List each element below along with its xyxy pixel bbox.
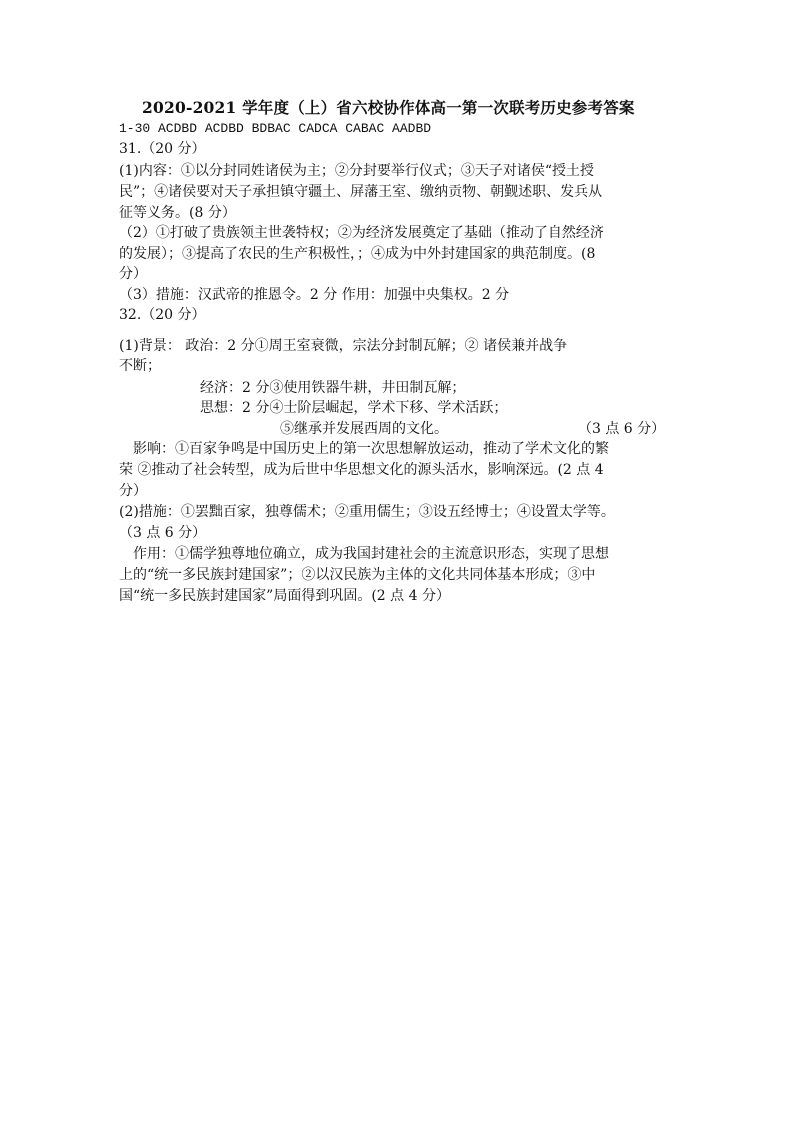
q32-part2-line2: （3 点 6 分） <box>119 525 207 541</box>
document-title: 2020-2021 学年度（上）省六校协作体高一第一次联考历史参考答案 <box>142 98 635 117</box>
q32-background-line2: 不断； <box>119 358 161 374</box>
q31-part1-line1: (1)内容：①以分封同姓诸侯为主；②分封要举行仪式；③天子对诸侯“授土授 <box>119 163 594 179</box>
q32-background-line1: (1)背景： 政治：2 分①周王室衰微，宗法分封制瓦解；② 诸侯兼并战争 <box>119 338 568 354</box>
q32-background-economy: 经济：2 分③使用铁器牛耕，井田制瓦解； <box>200 380 466 396</box>
q32-background-score: （3 点 6 分） <box>578 421 666 437</box>
q31-part2-line1: （2）①打破了贵族领主世袭特权；②为经济发展奠定了基础（推动了自然经济 <box>119 225 604 241</box>
q31-part1-line3: 征等义务。(8 分） <box>119 205 236 221</box>
q31-part1-line2: 民”；④诸侯要对天子承担镇守疆土、屏藩王室、缴纳贡物、朝觐述职、发兵从 <box>119 184 603 200</box>
q32-influence-line3: 分） <box>119 483 147 499</box>
q32-part2-line1: (2)措施：①罢黜百家，独尊儒术；②重用儒生；③设五经博士；④设置太学等。 <box>119 504 615 520</box>
q32-background-culture: ⑤继承并发展西周的文化。 <box>280 421 448 437</box>
q32-effect-line2: 上的“统一多民族封建国家”；②以汉民族为主体的文化共同体基本形成；③中 <box>119 567 596 583</box>
q31-part2-line2: 的发展）；③提高了农民的生产积极性，；④成为中外封建国家的典范制度。(8 <box>119 246 596 262</box>
q32-effect-line3: 国“统一多民族封建国家”局面得到巩固。(2 点 4 分） <box>119 588 450 604</box>
multiple-choice-answers: 1-30 ACDBD ACDBD BDBAC CADCA CABAC AADBD <box>119 121 432 136</box>
q32-heading: 32.（20 分） <box>119 307 206 323</box>
q32-effect-line1: 作用：①儒学独尊地位确立，成为我国封建社会的主流意识形态，实现了思想 <box>133 546 609 562</box>
q32-influence-line1: 影响：①百家争鸣是中国历史上的第一次思想解放运动，推动了学术文化的繁 <box>133 441 609 457</box>
q31-heading: 31.（20 分） <box>119 141 206 157</box>
q31-part3: （3）措施：汉武帝的推恩令。2 分 作用：加强中央集权。2 分 <box>119 287 510 303</box>
q31-part2-line3: 分） <box>119 266 147 282</box>
q32-influence-line2: 荣 ②推动了社会转型，成为后世中华思想文化的源头活水，影响深远。(2 点 4 <box>119 462 604 478</box>
q32-background-thought: 思想：2 分④士阶层崛起，学术下移、学术活跃； <box>200 400 508 416</box>
